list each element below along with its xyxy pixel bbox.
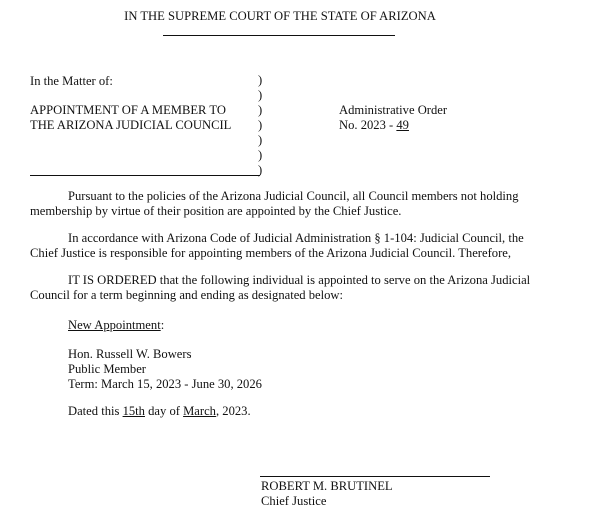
paragraph-line: Pursuant to the policies of the Arizona Judicial Council, all Council members not holding (68, 189, 519, 203)
dated-suffix: , 2023. (215, 404, 251, 418)
appointment-term: Term: March 15, 2023 - June 30, 2026 (68, 377, 262, 391)
title-underline (163, 35, 395, 36)
signatory-name: ROBERT M. BRUTINEL (261, 479, 393, 493)
dated-line (68, 404, 251, 419)
matter-title-line-1: APPOINTMENT OF A MEMBER TO (30, 103, 226, 117)
paragraph-code (30, 231, 570, 261)
order-number-value: 49 (396, 118, 409, 132)
in-matter-of-label: In the Matter of: (30, 74, 113, 88)
paragraph-line: IT IS ORDERED that the following individual is appointed to serve on the Arizona Judicial (68, 273, 531, 287)
order-number (339, 118, 409, 133)
court-title: IN THE SUPREME COURT OF THE STATE OF ARIZONA (124, 9, 436, 23)
appointment-heading-colon: : (160, 318, 165, 332)
caption-parenthesis: ) (258, 88, 263, 102)
matter-title-line-2: THE ARIZONA JUDICIAL COUNCIL (30, 118, 232, 132)
paragraph-line: In accordance with Arizona Code of Judicial Administration § 1-104: Judicial Council, the (68, 231, 524, 245)
dated-middle: day of (144, 404, 184, 418)
caption-parenthesis: ) (258, 118, 263, 132)
dated-day: 15th (122, 404, 145, 418)
order-number-prefix: No. 2023 - (339, 118, 397, 132)
caption-parenthesis: ) (258, 148, 263, 162)
administrative-order-label: Administrative Order (339, 103, 448, 117)
appointment-heading (68, 318, 164, 333)
appointee-role: Public Member (68, 362, 146, 376)
paragraph-ordered (30, 273, 570, 303)
caption-parenthesis: ) (258, 133, 263, 147)
signatory-title: Chief Justice (261, 494, 327, 508)
caption-parenthesis: ) (258, 73, 263, 87)
caption-parenthesis: ) (258, 163, 263, 177)
dated-month: March (183, 404, 216, 418)
paragraph-line: membership by virtue of their position are appointed by the Chief Justice. (30, 204, 402, 218)
appointment-heading-text: New Appointment (68, 318, 161, 332)
paragraph-policies (30, 189, 570, 219)
paragraph-line: Council for a term beginning and ending as designated below: (30, 288, 344, 302)
signature-line (260, 476, 490, 477)
paragraph-line: Chief Justice is responsible for appointing members of the Arizona Judicial Council. Therefore, (30, 246, 512, 260)
caption-rule (30, 175, 260, 176)
caption-parenthesis: ) (258, 103, 263, 117)
appointee-name: Hon. Russell W. Bowers (68, 347, 192, 361)
dated-prefix: Dated this (68, 404, 123, 418)
